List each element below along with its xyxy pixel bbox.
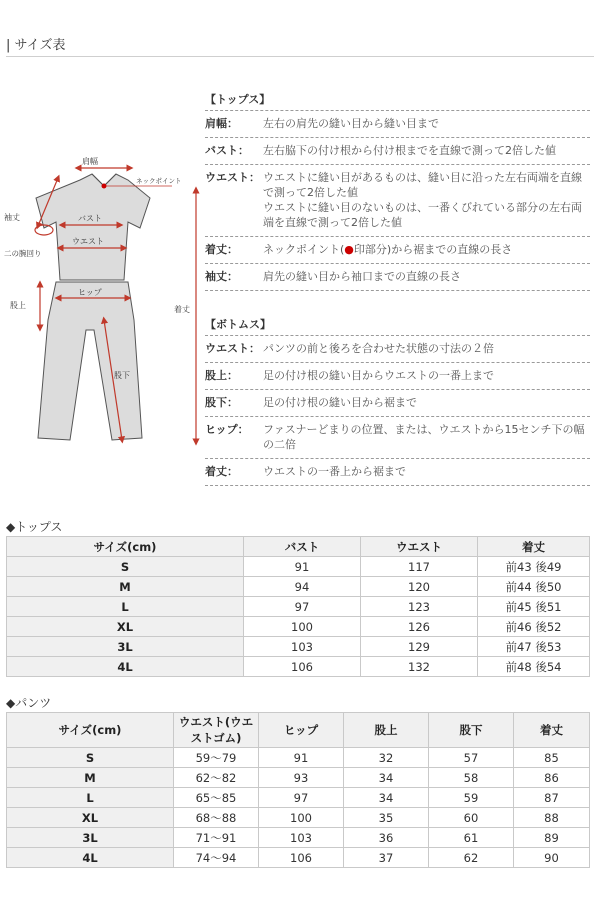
table-row: L 97 123 前45 後51 bbox=[7, 597, 590, 617]
table-row: M 62〜82 93 34 58 86 bbox=[7, 768, 590, 788]
table-row: L 65〜85 97 34 59 87 bbox=[7, 788, 590, 808]
label-waist: ウエスト bbox=[72, 237, 104, 246]
garment-illustration bbox=[0, 150, 205, 450]
definition-row: ウエスト： ウエストに縫い目があるものは、縫い目に沿った左右両端を直線で測って2倍した値 ウエストに縫い目のないものは、一番くびれている部分の左右両端を直線で測って2倍した値 bbox=[205, 164, 590, 236]
label-bust: バスト bbox=[78, 214, 102, 223]
neckpoint-dot-icon: ● bbox=[344, 243, 354, 256]
label-sleeve: 袖丈 bbox=[4, 213, 20, 222]
table-row: 4L 74〜94 106 37 62 90 bbox=[7, 848, 590, 868]
definition-row: 肩幅： 左右の肩先の縫い目から縫い目まで bbox=[205, 110, 590, 137]
measurement-definitions bbox=[205, 90, 590, 486]
pants-table-title: ◆パンツ bbox=[6, 696, 52, 710]
table-row: XL 100 126 前46 後52 bbox=[7, 617, 590, 637]
page-title: | サイズ表 bbox=[6, 38, 66, 53]
label-neckpoint: ネックポイント bbox=[136, 177, 182, 185]
label-shoulder: 肩幅 bbox=[82, 157, 98, 166]
definition-row: バスト： 左右脇下の付け根から付け根までを直線で測って2倍した値 bbox=[205, 137, 590, 164]
definition-row: 袖丈： 肩先の縫い目から袖口までの直線の長さ bbox=[205, 263, 590, 291]
page-header bbox=[0, 0, 600, 58]
pants-shape bbox=[38, 282, 142, 440]
table-header-row: サイズ(cm) バスト ウエスト 着丈 bbox=[7, 537, 590, 557]
table-row: 4L 106 132 前48 後54 bbox=[7, 657, 590, 677]
label-inseam: 股下 bbox=[114, 371, 130, 380]
table-row: XL 68〜88 100 35 60 88 bbox=[7, 808, 590, 828]
label-hip: ヒップ bbox=[78, 288, 102, 297]
definition-row: 着丈： ウエストの一番上から裾まで bbox=[205, 458, 590, 486]
definition-row: ヒップ： ファスナーどまりの位置、または、ウエストから15センチ下の幅の二倍 bbox=[205, 416, 590, 458]
label-upperarm: 二の腕回り bbox=[4, 249, 42, 258]
tops-definitions-title: 【トップス】 bbox=[205, 93, 271, 106]
definition-row: 股下： 足の付け根の縫い目から裾まで bbox=[205, 389, 590, 416]
table-row: S 59〜79 91 32 57 85 bbox=[7, 748, 590, 768]
tops-size-table bbox=[6, 536, 590, 677]
table-row: 3L 71〜91 103 36 61 89 bbox=[7, 828, 590, 848]
header-divider bbox=[6, 56, 594, 57]
label-length: 着丈 bbox=[174, 305, 190, 314]
table-row: 3L 103 129 前47 後53 bbox=[7, 637, 590, 657]
tops-table-title: ◆トップス bbox=[6, 520, 63, 534]
measurement-diagram bbox=[0, 150, 205, 450]
bottoms-definitions-title: 【ボトムス】 bbox=[205, 318, 271, 331]
definition-row: ウエスト： パンツの前と後ろを合わせた状態の寸法の２倍 bbox=[205, 335, 590, 362]
label-rise: 股上 bbox=[10, 301, 26, 310]
table-row: S 91 117 前43 後49 bbox=[7, 557, 590, 577]
table-row: M 94 120 前44 後50 bbox=[7, 577, 590, 597]
definition-row: 股上： 足の付け根の縫い目からウエストの一番上まで bbox=[205, 362, 590, 389]
pants-size-table bbox=[6, 712, 590, 868]
table-header-row: サイズ(cm) ウエスト(ウエストゴム) ヒップ 股上 股下 着丈 bbox=[7, 713, 590, 748]
definition-row: 着丈： ネックポイント(●印部分)から裾までの直線の長さ bbox=[205, 236, 590, 263]
